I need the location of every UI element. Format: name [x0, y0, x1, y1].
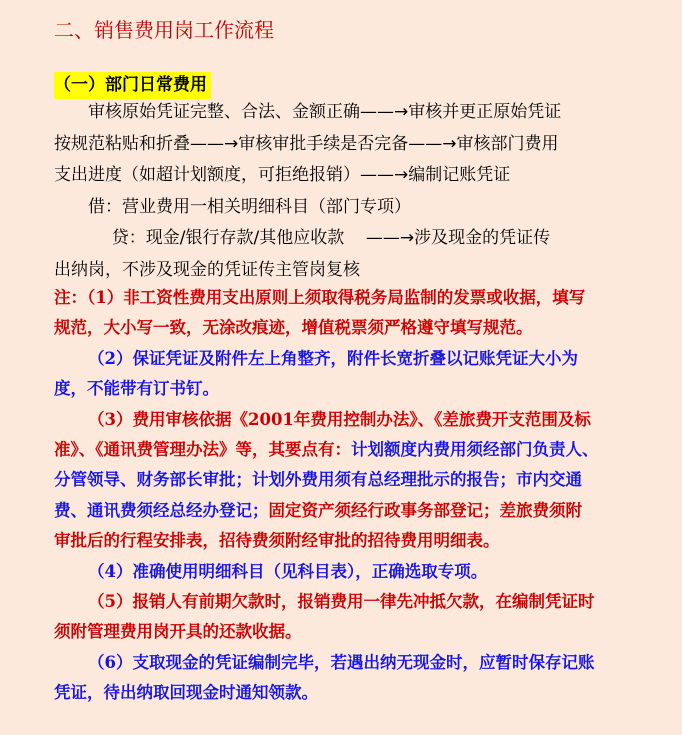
process-line [54, 160, 634, 192]
note-line [54, 587, 634, 617]
process-flow-text [54, 97, 634, 286]
text-segment: 须附管理费用岗开具的还款收据。 [54, 622, 302, 642]
note-line [54, 344, 634, 374]
text-segment: 准》、《通讯费管理办法》等，其要点有： [54, 439, 351, 459]
process-line [54, 223, 634, 255]
note-line [54, 496, 634, 526]
text-segment: 规范，大小写一致，无涂改痕迹，增值税票须严格遵守填写规范。 [54, 318, 533, 338]
process-line [54, 97, 634, 129]
text-segment: 出纳岗，不涉及现金的凭证传主管岗复核 [54, 259, 360, 280]
text-segment: 审核原始凭证完整、合法、金额正确——→审核并更正原始凭证 [88, 102, 562, 122]
note-line [54, 435, 634, 465]
text-segment: 借：营业费用一相关明细科目（部门专项） [88, 196, 411, 217]
note-line [54, 557, 634, 587]
text-segment: （6）支取现金的凭证编制完毕，若遇出纳无现金时，应暂时保存记账 [88, 652, 595, 672]
text-segment: 支出进度（如超计划额度，可拒绝报销）——→编制记账凭证 [54, 165, 511, 185]
note-line [54, 648, 634, 678]
note-line [54, 465, 634, 495]
process-line [54, 129, 634, 161]
note-line [54, 283, 634, 313]
notes-text [54, 283, 634, 708]
note-line [54, 526, 634, 556]
section-heading-highlighted: （一）部门日常费用 [54, 72, 211, 99]
note-line [54, 678, 634, 708]
text-segment: 贷：现金/银行存款/其他应收款 [111, 228, 345, 248]
text-segment: 固定资产须经行政事务部登记；差旅费须附 [268, 500, 582, 520]
text-segment: ——→涉及现金的凭证传 [344, 228, 551, 248]
text-segment: （2）保证凭证及附件左上角整齐，附件长宽折叠以记账凭证大小为 [88, 348, 578, 368]
note-line [54, 405, 634, 435]
text-segment: 计划额度内费用须经部门负责人、 [351, 439, 599, 459]
text-segment: 凭证，待出纳取回现金时通知领款。 [54, 683, 318, 703]
text-segment: （5）报销人有前期欠款时，报销费用一律先冲抵欠款，在编制凭证时 [88, 591, 595, 611]
process-line [54, 192, 634, 224]
note-line [54, 374, 634, 404]
process-line [54, 255, 634, 287]
text-segment: 度，不能带有订书钉。 [54, 379, 219, 399]
text-segment: 费、通讯费须经总经办登记； [54, 500, 269, 520]
note-line [54, 617, 634, 647]
text-segment: 按规范粘贴和折叠——→审核审批手续是否完备——→审核部门费用 [54, 133, 559, 154]
text-segment: 审批后的行程安排表，招待费须附经审批的招待费用明细表。 [54, 531, 500, 551]
text-segment: （4）准确使用明细科目（见科目表），正确选取专项。 [88, 561, 488, 581]
text-segment: （3）费用审核依据《2001年费用控制办法》、《差旅费开支范围及标 [88, 409, 591, 429]
note-line [54, 313, 634, 343]
text-segment: 注：（1）非工资性费用支出原则上须取得税务局监制的发票或收据，填写 [54, 288, 586, 307]
text-segment: 分管领导、财务部长审批；计划外费用须有总经理批示的报告；市内交通 [54, 470, 582, 490]
page-title: 二、销售费用岗工作流程 [54, 18, 274, 42]
